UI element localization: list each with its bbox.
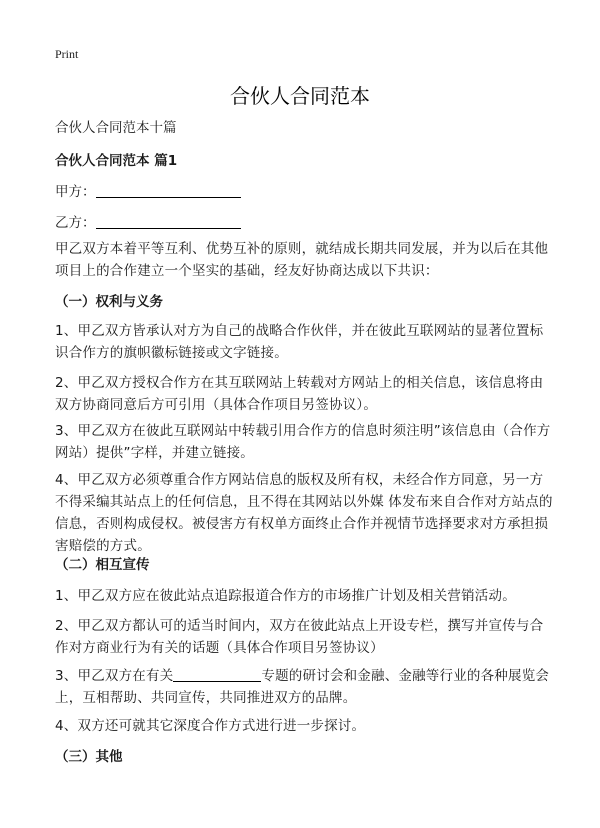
party-b-blank: [96, 213, 241, 229]
party-a-blank: [96, 182, 241, 198]
section1-heading: （一）权利与义务: [55, 294, 163, 310]
intro-paragraph: 甲乙双方本着平等互利、优势互补的原则，就结成长期共同发展，并为以后在其他项目上的合作建立一个坚实的基础，经友好协商达成以下共识：: [55, 241, 549, 279]
section1-paragraph-4: 4、甲乙双方必须尊重合作方网站信息的版权及所有权，未经合作方同意，另一方不得采编其站点上的任何信息，且不得在其网站以外媒 体发布来自合作对方站点的信息，否则构成侵权。被侵害方有权单方面终止合作并视情节选择要求对方承担损害赔偿的方式。: [55, 472, 553, 554]
document-title: 合伙人合同范本: [230, 84, 370, 108]
section2-paragraph-3: [55, 665, 555, 709]
section3-heading: （三）其他: [55, 749, 123, 765]
party-a-label: 甲方：: [55, 184, 96, 200]
topic-blank: [173, 666, 261, 682]
section1-paragraph-2: 2、甲乙双方授权合作方在其互联网站上转载对方网站上的相关信息，该信息将由双方协商同意后方可引用（具体合作项目另签协议）。: [55, 375, 544, 413]
section1-paragraph-3: 3、甲乙双方在彼此互联网站中转载引用合作方的信息时须注明”该信息由（合作方网站）提供”字样，并建立链接。: [55, 423, 551, 461]
section2-paragraph-4: 4、双方还可就其它深度合作方式进行进一步探讨。: [55, 718, 366, 734]
section2-p3-before: 3、甲乙双方在有关: [55, 668, 174, 684]
print-label[interactable]: Print: [55, 47, 79, 61]
document-subtitle: 合伙人合同范本十篇: [55, 120, 177, 136]
article-heading: 合伙人合同范本 篇1: [55, 153, 178, 169]
section2-heading: （二）相互宣传: [55, 557, 150, 573]
party-b-label: 乙方：: [55, 215, 96, 231]
party-b-line: [55, 212, 555, 234]
section2-paragraph-1: 1、甲乙双方应在彼此站点追踪报道合作方的市场推广计划及相关营销活动。: [55, 588, 516, 604]
party-a-line: [55, 181, 555, 203]
section2-paragraph-2: 2、甲乙双方都认可的适当时间内，双方在彼此站点上开设专栏，撰写并宣传与合作对方商业行为有关的话题（具体合作项目另签协议）: [55, 618, 544, 656]
section2-p3-after: 专题的研讨会和金融、金融等行业的各种展览会上，互相帮助、共同宣传，共同推进双方的品牌。: [55, 668, 550, 706]
section1-paragraph-1: 1、甲乙双方皆承认对方为自己的战略合作伙伴，并在彼此互联网站的显著位置标识合作方的旗帜徽标链接或文字链接。: [55, 323, 544, 361]
